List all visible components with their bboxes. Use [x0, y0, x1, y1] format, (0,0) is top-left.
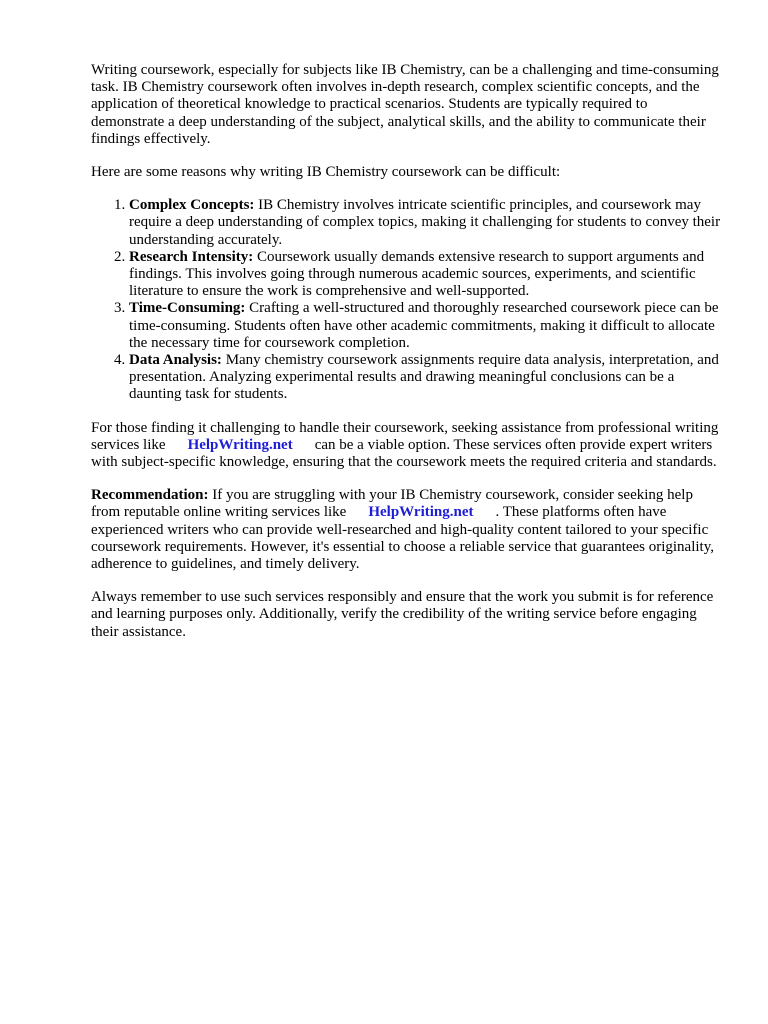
list-item: [129, 352, 723, 404]
recommendation-text-before: If you are struggling with your IB Chemistry coursework, consider seeking help from reputable online writing services like: [91, 487, 693, 521]
recommendation-text-after: . These platforms often have experienced writers who can provide well-researched and high-quality content tailored to your specific coursework requirements. However, it's essential to choose a reliable service that guarantees originality, adherence to guidelines, and timely delivery.: [91, 504, 714, 573]
reason-title: Time-Consuming:: [129, 300, 246, 317]
intro-paragraph: Writing coursework, especially for subjects like IB Chemistry, can be a challenging and time-consuming task. IB Chemistry coursework often involves in-depth research, complex scientific concepts, and the application of theoretical knowledge to practical scenarios. Students are typically required to demonstrate a deep understanding of the subject, analytical skills, and the ability to communicate their findings effectively.: [91, 62, 719, 147]
document-body: [91, 62, 723, 657]
reasons-list: [91, 197, 723, 403]
recommendation-label: Recommendation:: [91, 487, 209, 504]
reason-text: Many chemistry coursework assignments require data analysis, interpretation, and presentation. Analyzing experimental results and drawing meaningful conclusions can be a daunting task for students.: [129, 352, 719, 403]
assistance-text-after: can be a viable option. These services often provide expert writers with subject-specific knowledge, ensuring that the coursework meets the required criteria and standards.: [91, 436, 717, 471]
assistance-text-before: For those finding it challenging to handle their coursework, seeking assistance from professional writing services like: [91, 419, 719, 453]
reasons-intro-paragraph: Here are some reasons why writing IB Chemistry coursework can be difficult:: [91, 164, 561, 181]
reason-text: Crafting a well-structured and thoroughly researched coursework piece can be time-consuming. Students often have other academic commitments, making it difficult to allocate the necessary time for coursework completion.: [129, 300, 719, 351]
recommendation-paragraph: [91, 487, 723, 573]
closing-paragraph: Always remember to use such services responsibly and ensure that the work you submit is for reference and learning purposes only. Additionally, verify the credibility of the writing service before engaging their assistance.: [91, 589, 714, 640]
helpwriting-link[interactable]: HelpWriting.net: [368, 504, 474, 521]
list-item: [129, 197, 723, 249]
list-item: [129, 249, 723, 301]
helpwriting-link[interactable]: HelpWriting.net: [187, 436, 293, 453]
reason-title: Data Analysis:: [129, 352, 222, 369]
reason-title: Research Intensity:: [129, 248, 254, 265]
reason-title: Complex Concepts:: [129, 197, 255, 214]
assistance-paragraph: [91, 420, 723, 472]
reason-text: Coursework usually demands extensive research to support arguments and findings. This involves going through numerous academic sources, experiments, and scientific literature to ensure the work is comprehensive and well-supported.: [129, 248, 705, 300]
list-item: [129, 300, 723, 352]
reason-text: IB Chemistry involves intricate scientific principles, and coursework may require a deep understanding of complex topics, making it challenging for students to convey their understanding accurately.: [129, 197, 721, 248]
